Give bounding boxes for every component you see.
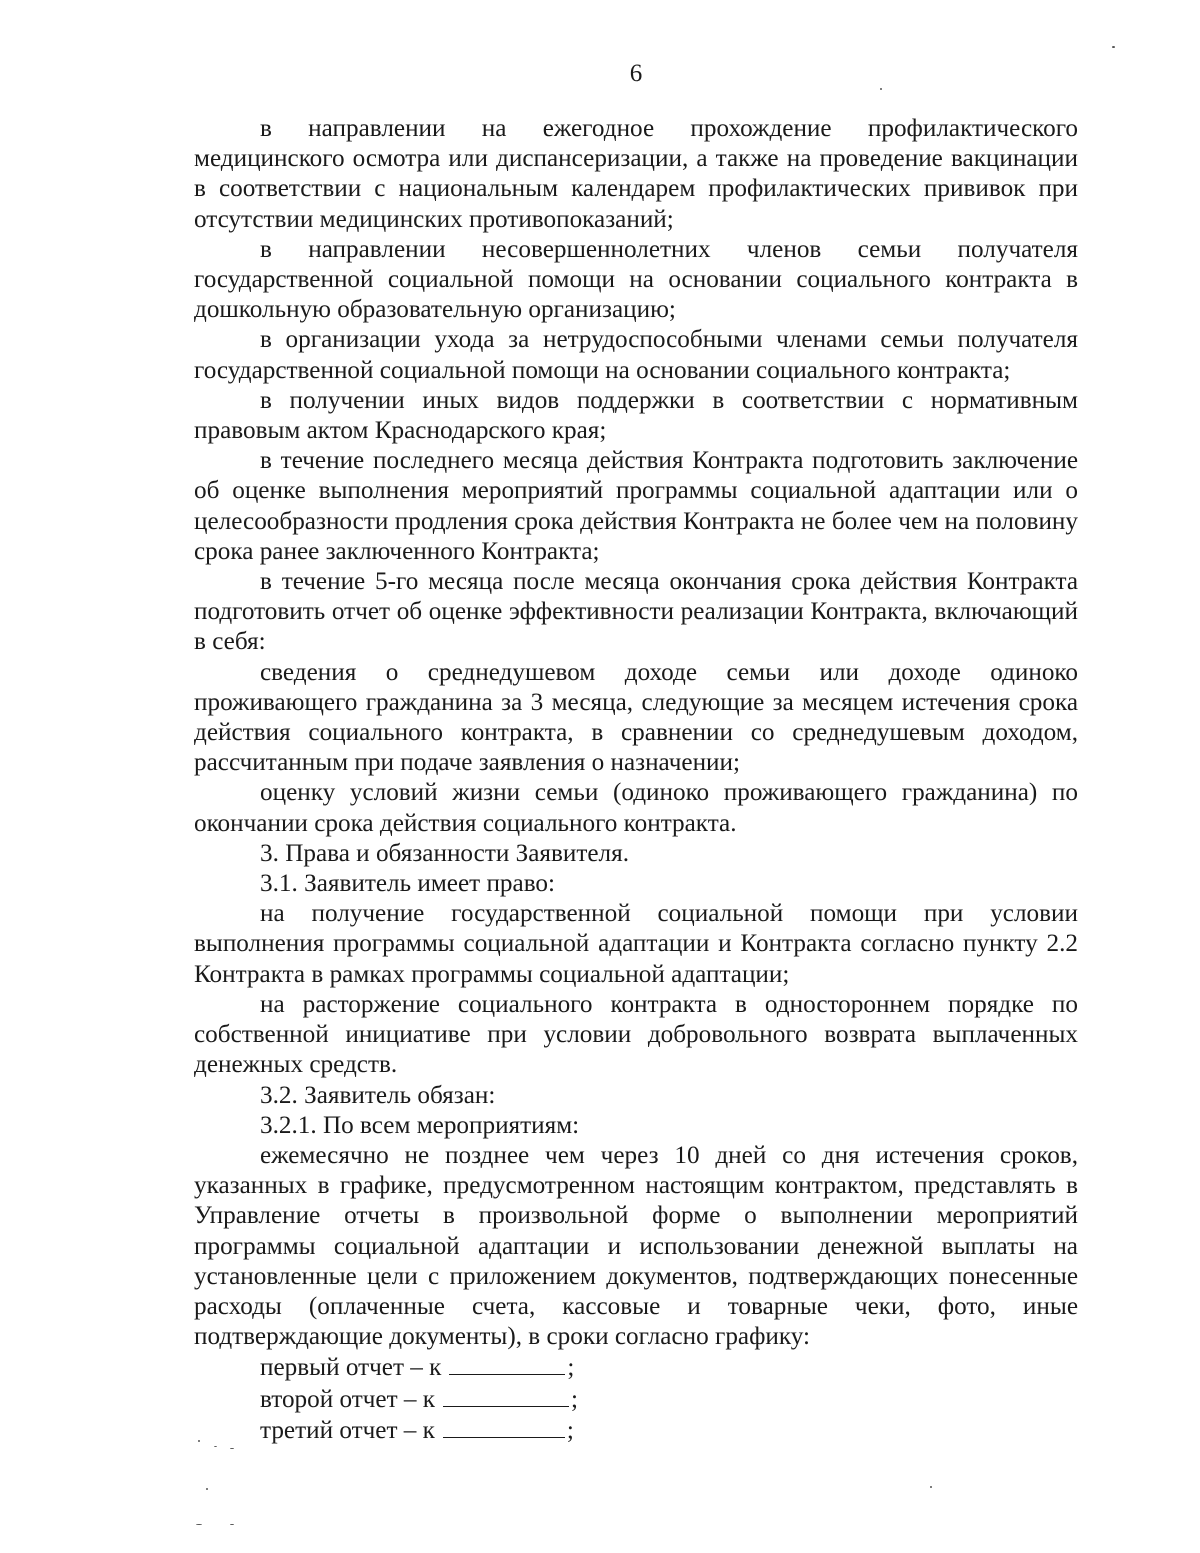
subsection-heading: 3.1. Заявитель имеет право:: [260, 870, 556, 898]
scan-speck: [230, 1448, 234, 1449]
report-label: первый отчет – к: [260, 1354, 442, 1382]
paragraph: в течение последнего месяца действия Контракта подготовить заключение об оценке выполнения мероприятий программы социальной адаптации или о целесообразности продления срока действия Контракта не более чем на половину срока ранее заключенного Контракта;: [194, 447, 1078, 565]
subsection-heading: 3.2.1. По всем мероприятиям:: [260, 1111, 580, 1139]
scan-speck: [214, 1446, 217, 1447]
report-line-end: ;: [567, 1354, 575, 1382]
document-body: [194, 114, 1078, 1446]
paragraph: на получение государственной социальной помощи при условии выполнения программы социальной адаптации и Контракта согласно пункту 2.2 Контракта в рамках программы социальной адаптации;: [194, 900, 1078, 988]
paragraph: в течение 5-го месяца после месяца окончания срока действия Контракта подготовить отчет об оценке эффективности реализации Контракта, включающий в себя:: [194, 568, 1078, 656]
paragraph: сведения о среднедушевом доходе семьи или доходе одиноко проживающего гражданина за 3 месяца, следующие за месяцем истечения срока действия социального контракта, в сравнении со среднедушевым доходом, рассчитанным при подаче заявления о назначении;: [194, 658, 1078, 777]
report-line-first: [194, 1352, 1078, 1383]
paragraph: в организации ухода за нетрудоспособными членами семьи получателя государственной социальной помощи на основании социального контракта;: [194, 326, 1078, 384]
scan-speck: [206, 1488, 208, 1490]
blank-date-field: [443, 1415, 565, 1438]
blank-date-field: [449, 1352, 565, 1375]
paragraph: в направлении несовершеннолетних членов семьи получателя государственной социальной помощи на основании социального контракта в дошкольную образовательную организацию;: [194, 235, 1078, 324]
report-line-end: ;: [571, 1385, 579, 1413]
scan-speck: [198, 1440, 200, 1442]
scan-speck: [196, 1524, 202, 1525]
paragraph: в направлении на ежегодное прохождение профилактического медицинского осмотра или диспансеризации, а также на проведение вакцинации в соответствии с национальным календарем профилактических прививок при отсутствии медицинских противопоказаний;: [194, 115, 1078, 233]
page-number: 6: [629, 60, 643, 87]
report-line-end: ;: [566, 1416, 574, 1444]
blank-date-field: [443, 1384, 569, 1407]
scan-speck: [880, 88, 882, 90]
report-line-second: [194, 1384, 1078, 1415]
scan-speck: [1112, 46, 1115, 48]
paragraph: в получении иных видов поддержки в соответствии с нормативным правовым актом Краснодарского края;: [194, 386, 1078, 445]
section-heading: 3. Права и обязанности Заявителя.: [260, 839, 629, 867]
scan-speck: [930, 1486, 932, 1488]
paragraph: оценку условий жизни семьи (одиноко проживающего гражданина) по окончании срока действия социального контракта.: [194, 779, 1078, 837]
paragraph: ежемесячно не позднее чем через 10 дней со дня истечения сроков, указанных в графике, предусмотренном настоящим контрактом, представлять в Управление отчеты в произвольной форме о выполнении мероприятий программы социальной адаптации и использовании денежной выплаты на установленные цели с приложением документов, подтверждающих понесенные расходы (оплаченные счета, кассовые и товарные чеки, фото, иные подтверждающие документы), в сроки согласно графику:: [194, 1141, 1078, 1351]
report-label: второй отчет – к: [260, 1385, 436, 1413]
subsection-heading: 3.2. Заявитель обязан:: [260, 1081, 496, 1109]
report-label: третий отчет – к: [260, 1416, 435, 1444]
report-line-third: [194, 1415, 1078, 1446]
paragraph: на расторжение социального контракта в одностороннем порядке по собственной инициативе при условии добровольного возврата выплаченных денежных средств.: [194, 990, 1078, 1079]
scan-speck: [230, 1524, 234, 1525]
